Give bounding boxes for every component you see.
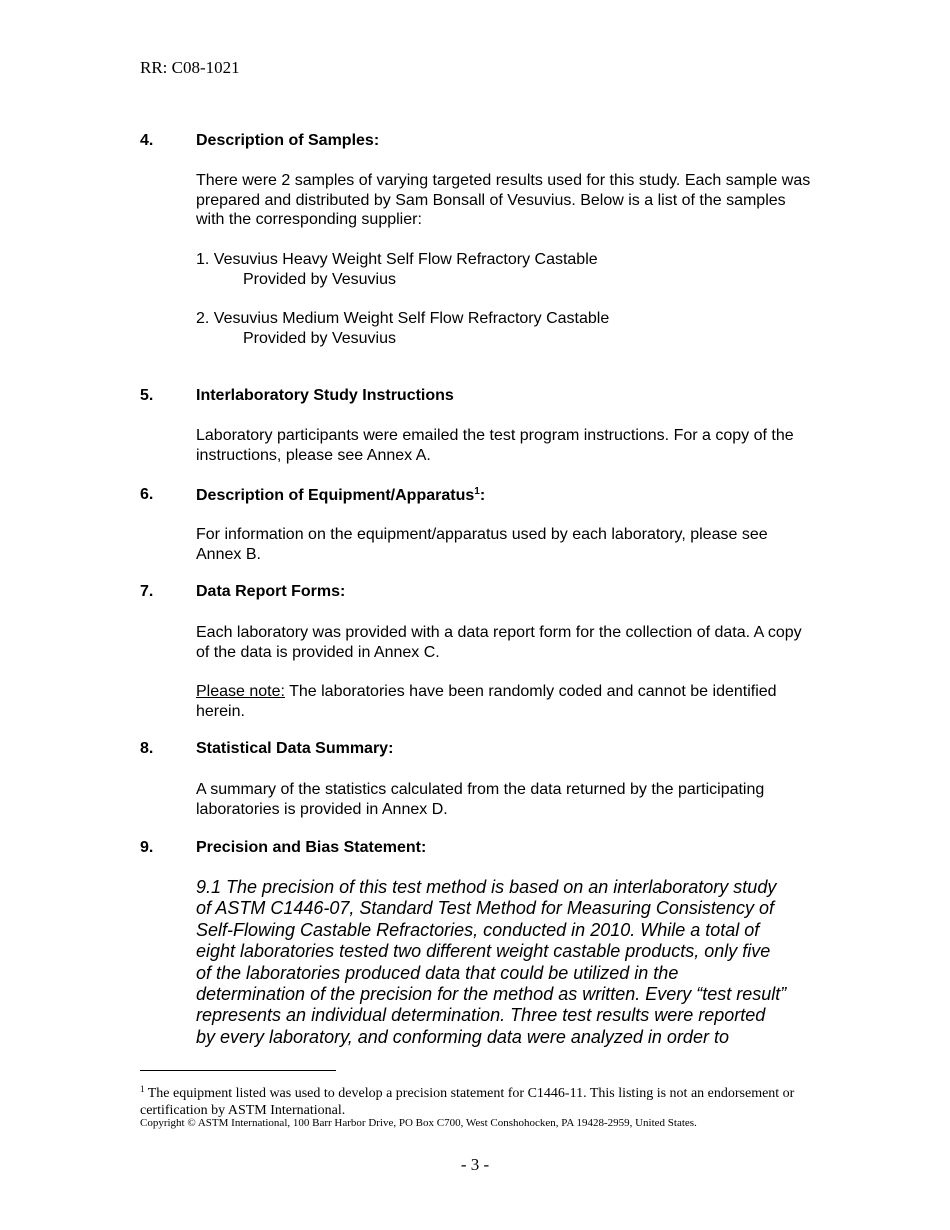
precision-line: of ASTM C1446-07, Standard Test Method for Measuring Consistency of (196, 898, 774, 919)
section-9-number: 9. (140, 839, 154, 856)
footnote-divider (140, 1070, 336, 1071)
report-id-header: RR: C08-1021 (140, 58, 240, 77)
page-number: - 3 - (460, 1155, 490, 1174)
section-5-title: Interlaboratory Study Instructions (196, 387, 454, 404)
section-4-intro: There were 2 samples of varying targeted results used for this study. Each sample was prepared and distributed by Sam Bonsall of Vesuvius. Below is a list of the samples with the corresponding supplier: (196, 172, 811, 228)
section-9-title: Precision and Bias Statement: (196, 839, 427, 856)
precision-line: of the laboratories produced data that could be utilized in the (196, 962, 679, 983)
precision-line: Self-Flowing Castable Refractories, conducted in 2010. While a total of (196, 919, 760, 940)
section-6-title-suffix: : (479, 487, 486, 504)
footnote-text: The equipment listed was used to develop a precision statement for C1446-11. This listing is not an endorsement or certification by ASTM International. (140, 1086, 795, 1118)
section-6-number: 6. (140, 486, 154, 503)
section-4-title: Description of Samples: (196, 132, 380, 149)
sample-item-supplier: Provided by Vesuvius (243, 270, 396, 288)
precision-line: 9.1 The precision of this test method is based on an interlaboratory study (196, 877, 777, 897)
footnote-ref-1: 1 (474, 486, 480, 497)
section-6-title (196, 486, 485, 505)
section-7-note (196, 682, 816, 721)
sample-item-supplier: Provided by Vesuvius (243, 329, 396, 347)
sample-item-label: 1. Vesuvius Heavy Weight Self Flow Refractory Castable (196, 251, 598, 268)
section-8-body: A summary of the statistics calculated from the data returned by the participating laboratories is provided in Annex D. (196, 781, 765, 818)
footnote-marker: 1 (140, 1084, 145, 1094)
precision-statement (196, 877, 826, 1048)
section-7-title: Data Report Forms: (196, 583, 346, 600)
precision-line: eight laboratories tested two different weight castable products, only five (196, 941, 771, 962)
section-5-body: Laboratory participants were emailed the test program instructions. For a copy of the instructions, please see Annex A. (196, 427, 794, 464)
copyright-line: Copyright © ASTM International, 100 Barr Harbor Drive, PO Box C700, West Conshohocken, PA 19428-2959, United States. (140, 1117, 697, 1129)
sample-item-1 (196, 250, 816, 289)
section-4-number: 4. (140, 132, 154, 149)
section-7-body: Each laboratory was provided with a data report form for the collection of data. A copy of the data is provided in Annex C. (196, 624, 802, 661)
sample-item-2 (196, 309, 816, 348)
section-5-number: 5. (140, 387, 154, 404)
precision-line: represents an individual determination. Three test results were reported (196, 1005, 766, 1026)
precision-line: by every laboratory, and conforming data were analyzed in order to (196, 1026, 729, 1047)
section-8-number: 8. (140, 740, 154, 757)
footnote (140, 1081, 820, 1119)
precision-line: determination of the precision for the method as written. Every “test result” (196, 984, 787, 1005)
sample-item-label: 2. Vesuvius Medium Weight Self Flow Refractory Castable (196, 310, 610, 327)
section-8-title: Statistical Data Summary: (196, 740, 394, 757)
section-6-body: For information on the equipment/apparatus used by each laboratory, please see Annex B. (196, 526, 768, 563)
section-7-number: 7. (140, 583, 154, 600)
section-6-title-text: Description of Equipment/Apparatus (196, 487, 475, 504)
note-text: The laboratories have been randomly coded and cannot be identified herein. (196, 683, 777, 720)
note-label: Please note: (196, 683, 285, 700)
